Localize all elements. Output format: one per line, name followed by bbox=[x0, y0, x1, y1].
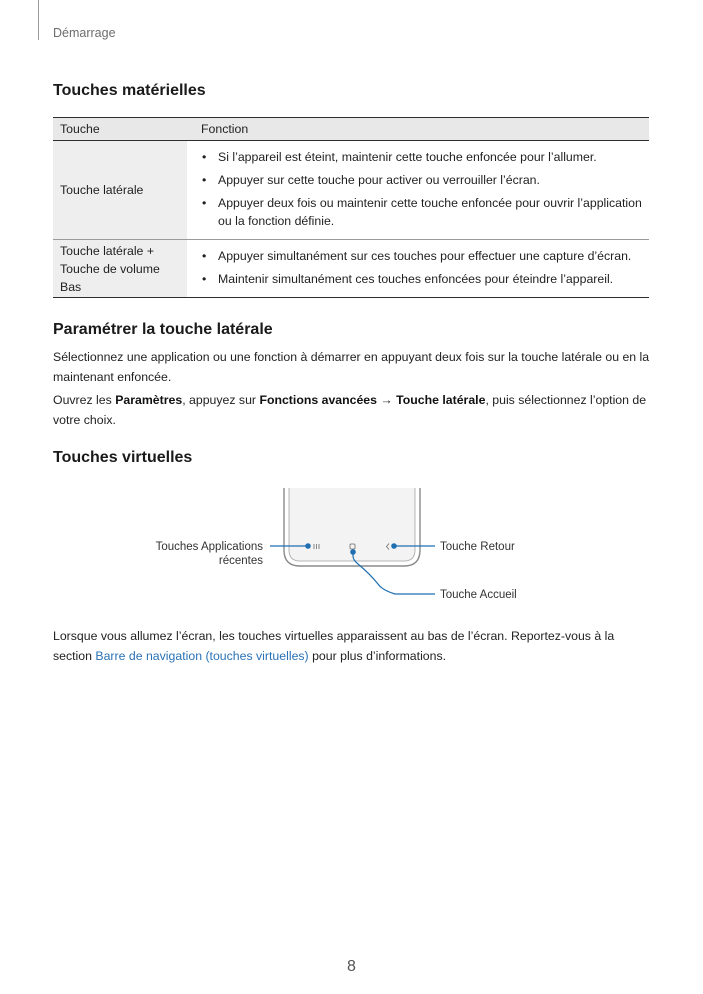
section-label: Démarrage bbox=[53, 26, 116, 40]
home-key-label: Touche Accueil bbox=[440, 589, 517, 601]
function-cell bbox=[187, 240, 649, 298]
list-item: • Si l’appareil est éteint, maintenir cette touche enfoncée pour l’allumer. bbox=[201, 148, 649, 166]
recent-apps-label-line2: récentes bbox=[218, 555, 263, 567]
side-key-heading: Paramétrer la touche latérale bbox=[53, 321, 273, 338]
instructions-text: , appuyez sur bbox=[182, 393, 260, 407]
table-header-row bbox=[53, 118, 649, 141]
list-item: • Appuyer simultanément sur ces touches pour effectuer une capture d’écran. bbox=[201, 247, 649, 265]
instructions-text: Ouvrez les bbox=[53, 393, 116, 407]
page-number: 8 bbox=[347, 958, 356, 975]
recent-apps-label: Touches Applications bbox=[155, 541, 263, 553]
side-key-term: Touche latérale bbox=[396, 393, 486, 407]
column-header-function: Fonction bbox=[187, 118, 649, 141]
advanced-features-term: Fonctions avancées bbox=[259, 393, 377, 407]
side-key-description: Sélectionnez une application ou une fonction à démarrer en appuyant deux fois sur la touche latérale ou en la maintenant enfoncée. bbox=[53, 350, 650, 384]
navigation-bar-link[interactable]: Barre de navigation (touches virtuelles) bbox=[95, 649, 309, 663]
margin-rule bbox=[38, 0, 39, 40]
virtual-keys-description bbox=[53, 626, 651, 666]
function-cell bbox=[187, 141, 649, 240]
table-row bbox=[53, 240, 649, 298]
table-row bbox=[53, 141, 649, 240]
instructions-text: , puis sélectionnez l’option de votre choix. bbox=[53, 393, 647, 427]
hardware-keys-table bbox=[53, 117, 649, 298]
hardware-keys-heading: Touches matérielles bbox=[53, 82, 206, 99]
side-key-instructions bbox=[53, 390, 651, 430]
back-key-label: Touche Retour bbox=[440, 541, 515, 553]
description-text: pour plus d’informations. bbox=[308, 649, 447, 663]
arrow-separator: → bbox=[377, 393, 397, 407]
column-header-key: Touche bbox=[53, 118, 187, 141]
list-item: • Maintenir simultanément ces touches enfoncées pour éteindre l’appareil. bbox=[201, 270, 649, 288]
function-list bbox=[201, 148, 649, 230]
key-cell: Touche latérale + Touche de volume Bas bbox=[53, 240, 187, 298]
navigation-bar-diagram bbox=[0, 480, 703, 610]
list-item: • Appuyer deux fois ou maintenir cette touche enfoncée pour ouvrir l’application ou la fonction définie. bbox=[201, 194, 649, 230]
description-text: Lorsque vous allumez l’écran, les touches virtuelles apparaissent au bas de l’écran. Reportez-vous à la section bbox=[53, 629, 615, 663]
key-cell: Touche latérale bbox=[53, 141, 187, 240]
list-item: • Appuyer sur cette touche pour activer ou verrouiller l’écran. bbox=[201, 171, 649, 189]
virtual-keys-heading: Touches virtuelles bbox=[53, 449, 193, 466]
settings-term: Paramètres bbox=[115, 393, 183, 407]
function-list bbox=[201, 247, 649, 288]
